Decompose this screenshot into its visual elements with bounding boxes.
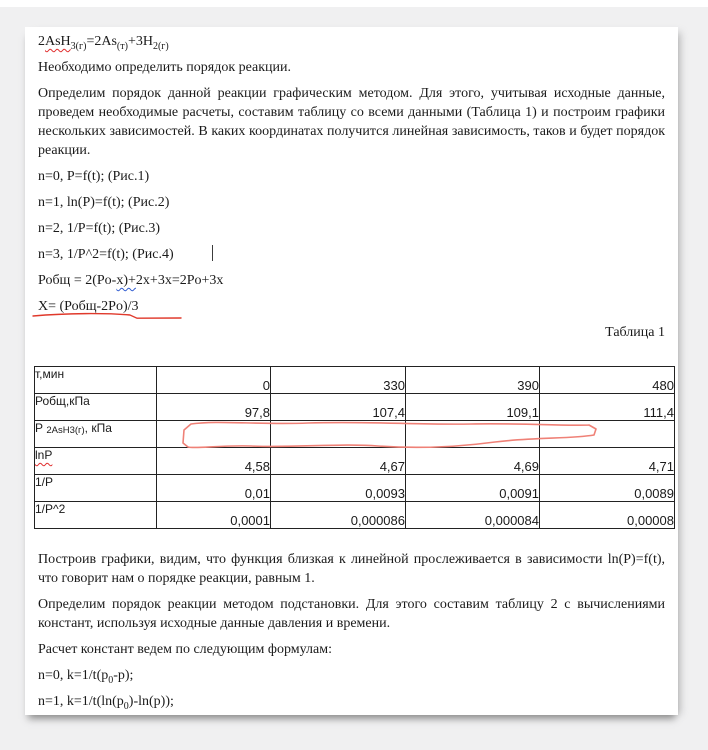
equation-fragment: =2As [86,34,117,49]
table-cell-empty[interactable] [157,421,271,448]
formula-fragment: -p); [113,668,134,683]
table-cell[interactable]: 0 [157,367,271,394]
table-cell[interactable]: 109,1 [406,394,540,421]
row-label-cell[interactable]: 1/P [35,475,157,502]
equation-coefficient: 2 [38,34,45,49]
table-cell[interactable]: 111,4 [540,394,675,421]
table-cell-empty[interactable] [406,421,540,448]
row-label-misspelled: lnP [35,448,53,462]
row-label-cell[interactable] [35,421,157,448]
equation-misspelled-fragment: AsH [45,34,71,49]
row-label-cell[interactable]: т,мин [35,367,157,394]
table-cell[interactable]: 0,000084 [406,502,540,529]
x-formula-line[interactable] [38,297,665,316]
table-cell[interactable]: 4,58 [157,448,271,475]
paragraph-substitution-method[interactable]: Определим порядок реакции методом подстановки. Для этого составим таблицу 2 с вычислениями констант, используя исходные данные давления и времени. [38,597,665,631]
table-row-ptotal [35,394,675,421]
table-cell[interactable]: 4,71 [540,448,675,475]
table-caption[interactable]: Таблица 1 [605,325,665,340]
formula-n1[interactable] [38,692,665,711]
equation-fragment: +3H [127,34,153,49]
order-line-n3-text: n=3, 1/P^2=f(t); (Рис.4) [38,247,174,262]
equation-subscript: 3(г) [70,40,87,52]
kinetics-data-table[interactable] [34,366,675,529]
table-row-1-over-p [35,475,675,502]
paragraph-task[interactable]: Необходимо определить порядок реакции. [38,60,292,75]
table-cell[interactable]: 97,8 [157,394,271,421]
table-row-time [35,367,675,394]
paragraph-constants-intro[interactable]: Расчет констант ведем по следующим формулам: [38,642,332,657]
table-cell[interactable]: 0,0001 [157,502,271,529]
row-label-cell[interactable]: 1/P^2 [35,502,157,529]
table-cell[interactable]: 4,69 [406,448,540,475]
table-cell-empty[interactable] [271,421,406,448]
paragraph-conclusion-graphs[interactable]: Построив графики, видим, что функция близкая к линейной прослеживается в зависимости ln(P)=f(t), что говорит нам о порядке реакции, равным 1. [38,552,665,586]
order-line-n2[interactable]: n=2, 1/P=f(t); (Рис.3) [38,221,161,236]
row-label-cell[interactable]: Робщ,кПа [35,394,157,421]
equation-subscript: 2(г) [152,40,169,52]
formula-fragment: )-ln(p)); [128,694,174,709]
formula-fragment: 2x+3x=2Po+3x [135,273,224,288]
formula-subscript: 0 [123,700,129,712]
document-page[interactable] [25,27,678,715]
formula-subscript: 0 [108,674,114,686]
table-cell-empty[interactable] [540,421,675,448]
pressure-total-formula[interactable] [38,271,665,290]
document-content[interactable] [25,27,678,711]
order-line-n1[interactable]: n=1, ln(P)=f(t); (Рис.2) [38,195,170,210]
chemical-equation[interactable] [38,32,665,51]
formula-fragment: n=1, k=1/t(ln(p [38,694,124,709]
table-row-lnp [35,448,675,475]
table-cell[interactable]: 0,000086 [271,502,406,529]
data-table-wrapper [34,366,674,529]
table-cell[interactable]: 107,4 [271,394,406,421]
row-label-fragment: Р [35,421,47,435]
paragraph-method-description[interactable]: Определим порядок данной реакции графическим методом. Для этого, учитывая исходные данные, проведем необходимые расчеты, составим таблицу со всеми данными (Таблица 1) и построим графики нескольких зависимостей. В каких координатах получится линейная зависимость, таков и будет порядок реакции. [38,86,665,158]
table-cell[interactable]: 0,0089 [540,475,675,502]
table-row-partial-pressure [35,421,675,448]
formula-fragment: n=0, k=1/t(p [38,668,109,683]
row-label-cell[interactable] [35,448,157,475]
table-cell[interactable]: 0,0093 [271,475,406,502]
table-cell[interactable]: 4,67 [271,448,406,475]
x-formula-text: X= (Робщ-2Po)/3 [38,299,139,314]
formula-grammar-fragment: x)+ [116,273,136,288]
table-row-1-over-p2 [35,502,675,529]
table-cell[interactable]: 0,01 [157,475,271,502]
formula-fragment: Робщ = 2(Po- [38,273,117,288]
order-line-n3[interactable] [38,245,665,264]
row-label-fragment: , кПа [84,421,112,435]
table-cell[interactable]: 0,0091 [406,475,540,502]
equation-subscript: (т) [116,40,128,52]
table-cell[interactable]: 330 [271,367,406,394]
row-label-subscript: 2AsH3(г) [46,425,85,436]
order-line-n0[interactable]: n=0, P=f(t); (Рис.1) [38,169,150,184]
table-cell[interactable]: 480 [540,367,675,394]
text-cursor [212,245,214,261]
table-cell[interactable]: 390 [406,367,540,394]
formula-n0[interactable] [38,666,665,685]
table-cell[interactable]: 0,00008 [540,502,675,529]
